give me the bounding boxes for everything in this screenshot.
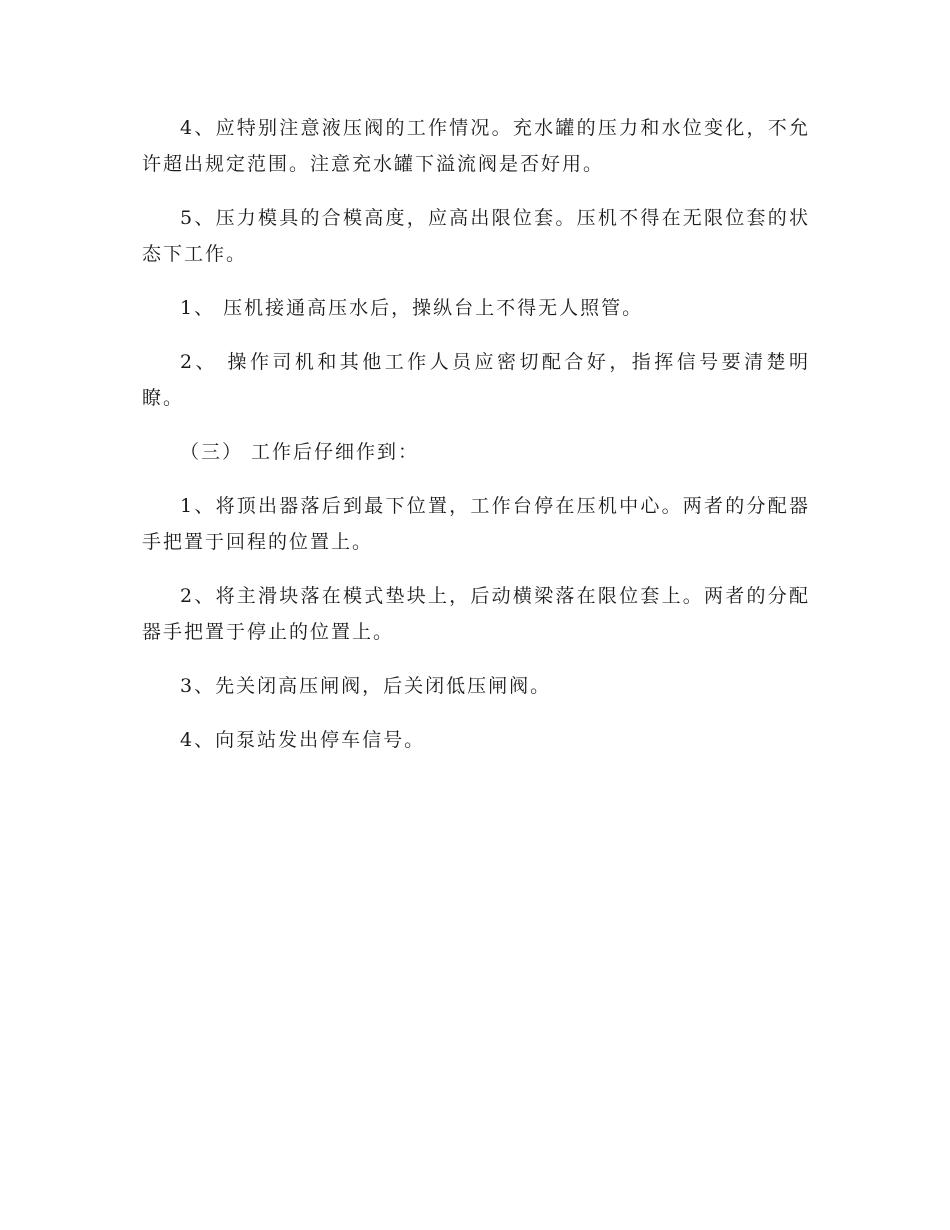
section-heading-after-work: （三） 工作后仔细作到： [180,441,420,463]
paragraph-mold-height: 5、压力模具的合模高度，应高出限位套。压机不得在无限位套的状态下工作。 [142,207,810,265]
paragraph-stop-signal: 4、向泵站发出停车信号。 [180,729,426,751]
paragraph-ejector-position: 1、将顶出器落后到最下位置，工作台停在压机中心。两者的分配器手把置于回程的位置上。 [142,495,810,553]
paragraph-main-slider: 2、将主滑块落在模式垫块上，后动横梁落在限位套上。两者的分配器手把置于停止的位置上。 [142,585,810,643]
document-body [142,110,810,776]
paragraph-hydraulic-valve: 4、应特别注意液压阀的工作情况。充水罐的压力和水位变化，不允许超出规定范围。注意充水罐下溢流阀是否好用。 [142,117,810,175]
paragraph-console-attendance: 1、 压机接通高压水后，操纵台上不得无人照管。 [180,297,644,319]
paragraph-cooperation: 2、 操作司机和其他工作人员应密切配合好，指挥信号要清楚明瞭。 [142,351,810,409]
paragraph-close-valves: 3、先关闭高压闸阀，后关闭低压闸阀。 [180,675,552,697]
